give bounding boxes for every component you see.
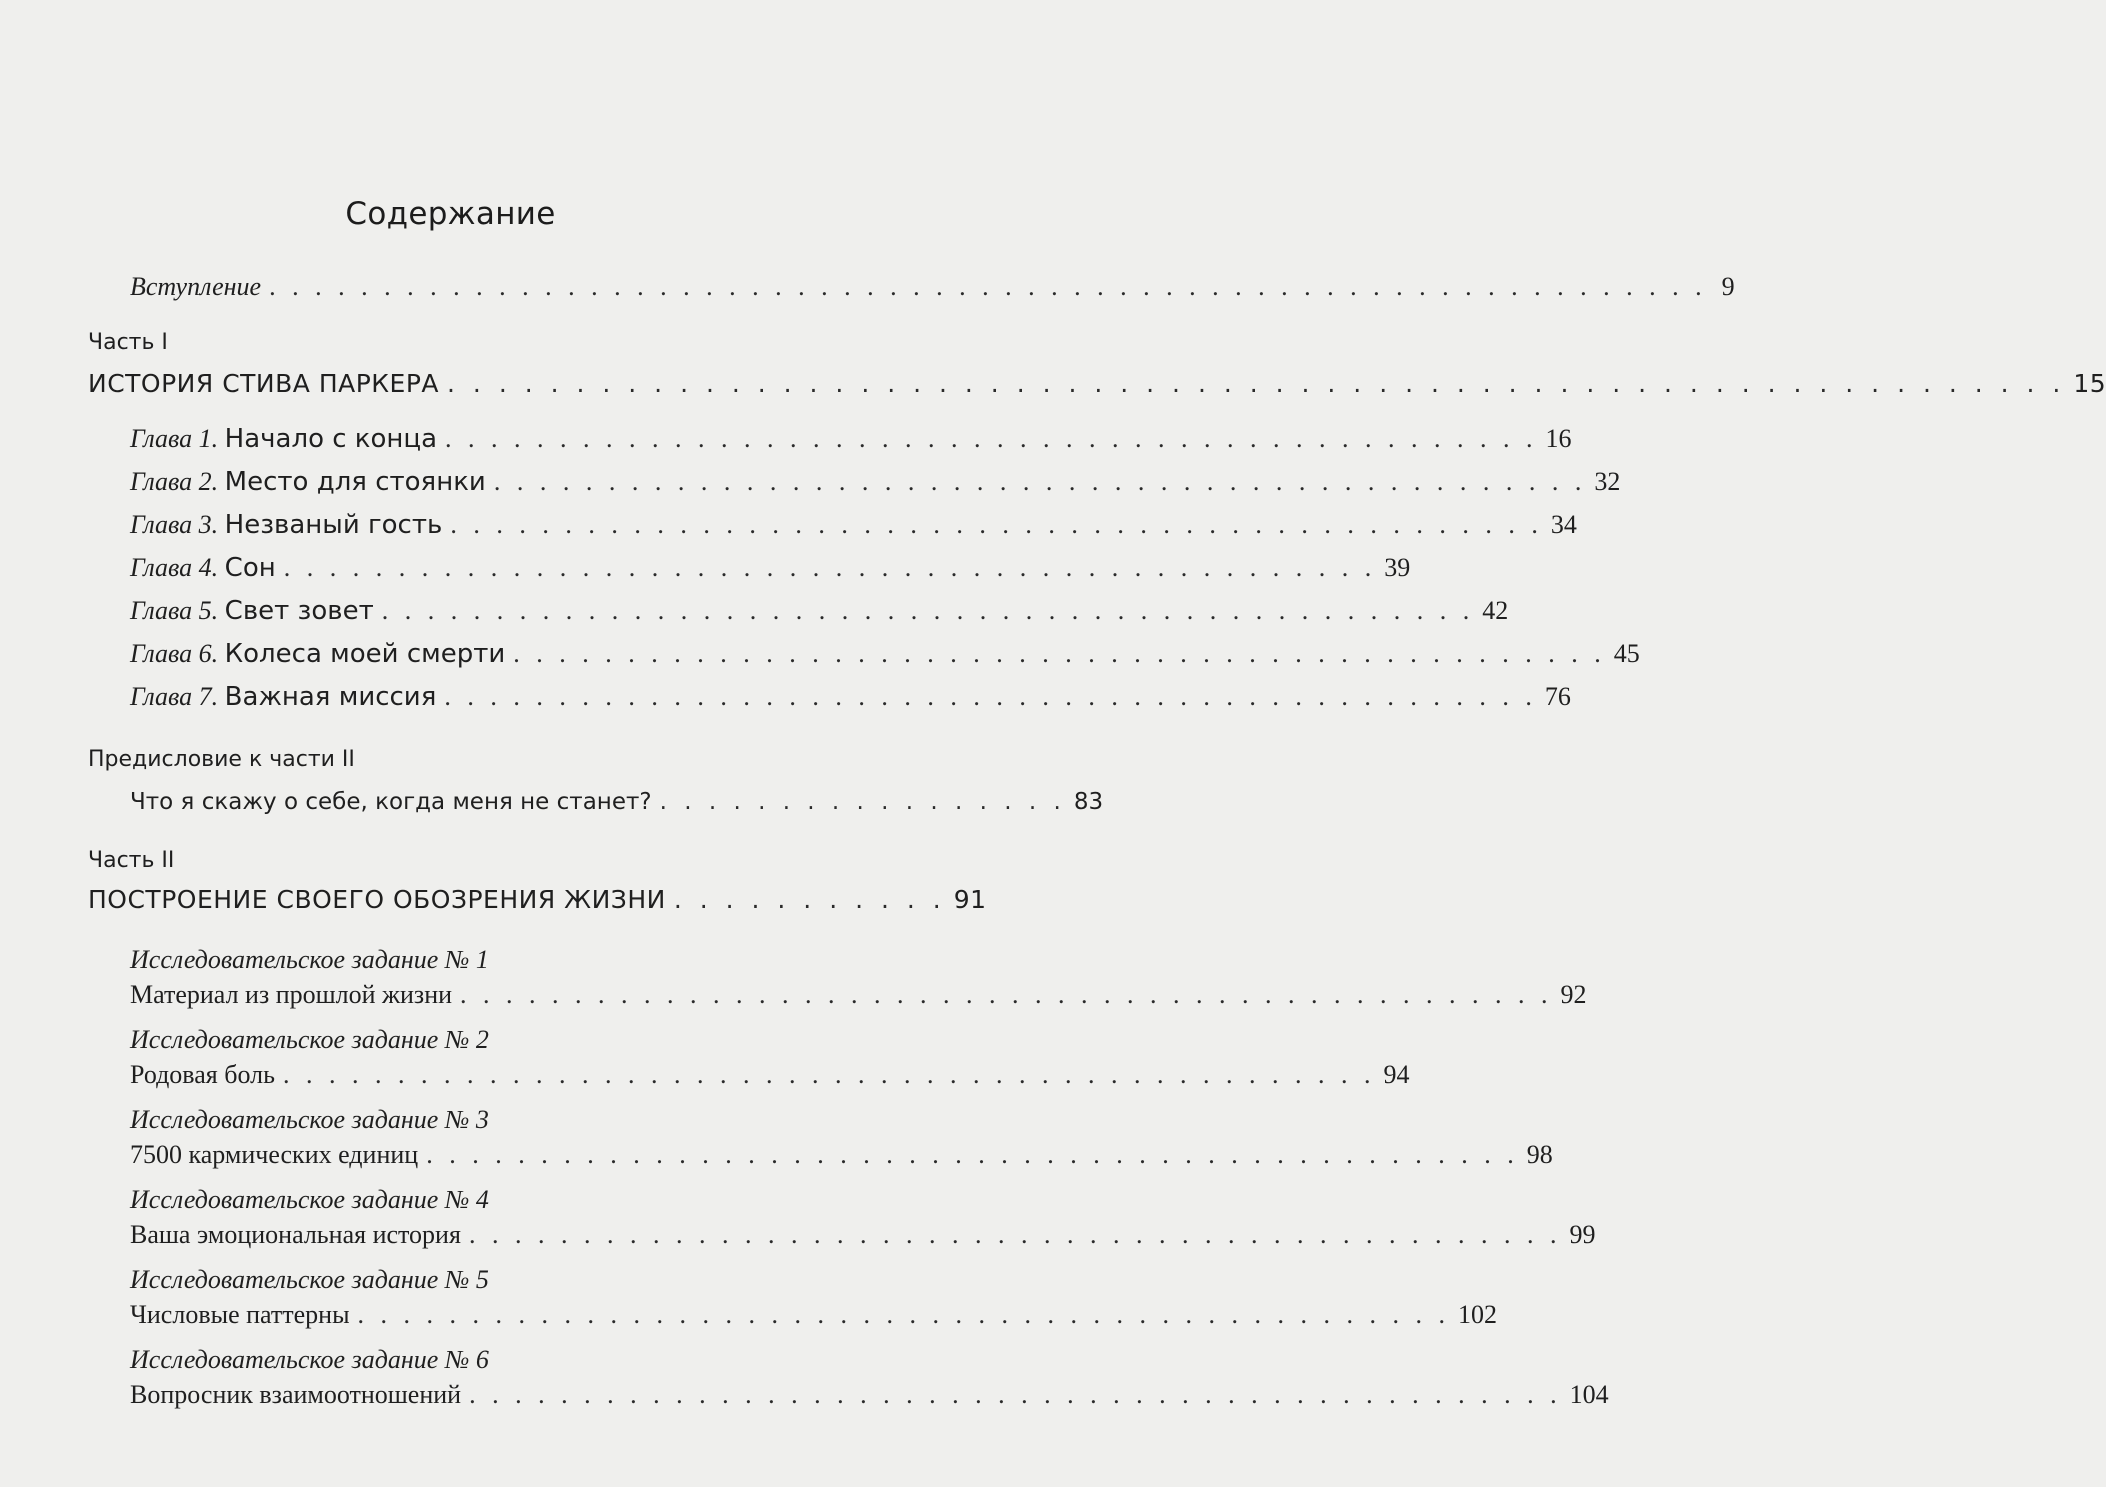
toc-entry-chapter[interactable] [130, 417, 1572, 461]
toc-entry-part1-heading[interactable] [88, 362, 2106, 406]
task-title: Ваша эмоциональная история [130, 1220, 461, 1249]
dot-leader: . . . . . . . . . . . . . . . . . . . . . . . . . . . . . . . . . . . . . . . . . . . . . . . . [469, 1380, 1562, 1409]
toc-entry-task[interactable] [130, 1053, 1410, 1097]
task-title: 7500 кармических единиц [130, 1140, 419, 1169]
part-label: Часть II [88, 848, 175, 873]
chapter-title: Колеса моей смерти [224, 639, 506, 669]
toc-entry-task[interactable] [130, 1373, 1609, 1417]
task-label: Исследовательское задание № 6 [130, 1345, 489, 1374]
dot-leader: . . . . . . . . . . . . . . . . . . . . . . . . . . . . . . . . . . . . . . . . . . . . . . . . [493, 467, 1587, 496]
dot-leader: . . . . . . . . . . . . . . . . . . . . . . . . . . . . . . . . . . . . . . . . . . . . . . . . . . . . . . . . . . . . . . . [269, 272, 1707, 301]
dot-leader: . . . . . . . . . . . . . . . . . . . . . . . . . . . . . . . . . . . . . . . . . . . . . . . . [282, 1060, 1376, 1089]
part-label: Часть I [88, 330, 168, 355]
task-title: Родовая боль [130, 1060, 275, 1089]
page-title: Содержание [345, 196, 556, 232]
task-label: Исследовательское задание № 5 [130, 1265, 489, 1294]
toc-entry-part2-heading[interactable] [88, 878, 987, 922]
dot-leader: . . . . . . . . . . . [673, 885, 946, 914]
chapter-title: Место для стоянки [224, 467, 486, 497]
toc-entry-chapter[interactable] [130, 546, 1411, 590]
page-number: 32 [1594, 467, 1621, 496]
dot-leader: . . . . . . . . . . . . . . . . . . . . . . . . . . . . . . . . . . . . . . . . . . . . . . . . [450, 510, 1543, 539]
chapter-prefix: Глава 4. [130, 553, 219, 582]
task-label: Исследовательское задание № 2 [130, 1025, 489, 1054]
chapter-prefix: Глава 7. [130, 682, 219, 711]
toc-entry-chapter[interactable] [130, 589, 1509, 633]
toc-entry-task[interactable] [130, 1293, 1498, 1337]
page-number: 16 [1545, 424, 1572, 453]
toc-entry-chapter[interactable] [130, 503, 1577, 547]
page-number: 94 [1383, 1060, 1410, 1089]
chapter-title: Свет зовет [224, 596, 374, 626]
preface-label: Предисловие к части II [88, 747, 355, 772]
task-title: Вопросник взаимоотношений [130, 1380, 462, 1409]
chapter-prefix: Глава 6. [130, 639, 219, 668]
page-number: 104 [1569, 1380, 1609, 1409]
toc-entry-task[interactable] [130, 973, 1587, 1017]
toc-entry-preface2[interactable] [130, 780, 1104, 824]
part-heading: ПОСТРОЕНИЕ СВОЕГО ОБОЗРЕНИЯ ЖИЗНИ [88, 885, 666, 914]
page-number: 99 [1569, 1220, 1596, 1249]
page-number: 15 [2073, 369, 2106, 398]
chapter-title: Начало с конца [224, 424, 438, 454]
task-title: Числовые паттерны [130, 1300, 350, 1329]
page-number: 92 [1560, 980, 1587, 1009]
page-number: 9 [1721, 272, 1735, 301]
toc-entry-chapter[interactable] [130, 460, 1621, 504]
page-number: 102 [1458, 1300, 1498, 1329]
chapter-title: Сон [224, 553, 276, 583]
page-number: 98 [1526, 1140, 1553, 1169]
dot-leader: . . . . . . . . . . . . . . . . . . . . . . . . . . . . . . . . . . . . . . . . . . . . . . . . . . . . . . . . . . . . . . . [447, 369, 2066, 398]
toc-entry-intro[interactable] [130, 265, 1735, 309]
chapter-title: Важная миссия [224, 682, 437, 712]
dot-leader: . . . . . . . . . . . . . . . . . . . . . . . . . . . . . . . . . . . . . . . . . . . . . . . . [468, 1220, 1562, 1249]
dot-leader: . . . . . . . . . . . . . . . . . . . . . . . . . . . . . . . . . . . . . . . . . . . . . . . . [283, 553, 1377, 582]
dot-leader: . . . . . . . . . . . . . . . . . . . . . . . . . . . . . . . . . . . . . . . . . . . . . . . . [444, 682, 1537, 711]
entry-label: Вступление [130, 272, 262, 301]
toc-entry-task[interactable] [130, 1213, 1596, 1257]
page-number: 39 [1384, 553, 1411, 582]
chapter-prefix: Глава 3. [130, 510, 219, 539]
dot-leader: . . . . . . . . . . . . . . . . . . . . . . . . . . . . . . . . . . . . . . . . . . . . . . . . [460, 980, 1553, 1009]
dot-leader: . . . . . . . . . . . . . . . . . . . . . . . . . . . . . . . . . . . . . . . . . . . . . . . . [357, 1300, 1451, 1329]
dot-leader: . . . . . . . . . . . . . . . . . . . . . . . . . . . . . . . . . . . . . . . . . . . . . . . . [513, 639, 1606, 668]
dot-leader: . . . . . . . . . . . . . . . . . [659, 789, 1066, 815]
dot-leader: . . . . . . . . . . . . . . . . . . . . . . . . . . . . . . . . . . . . . . . . . . . . . . . . [426, 1140, 1519, 1169]
entry-title: Что я скажу о себе, когда меня не станет? [130, 789, 652, 815]
part-heading: ИСТОРИЯ СТИВА ПАРКЕРА [88, 369, 440, 398]
page-number: 91 [953, 885, 987, 914]
toc-entry-task[interactable] [130, 1133, 1553, 1177]
toc-entry-chapter[interactable] [130, 632, 1640, 676]
chapter-prefix: Глава 5. [130, 596, 219, 625]
chapter-prefix: Глава 2. [130, 467, 219, 496]
page-number: 76 [1544, 682, 1571, 711]
task-label: Исследовательское задание № 4 [130, 1185, 489, 1214]
toc-entry-chapter[interactable] [130, 675, 1571, 719]
dot-leader: . . . . . . . . . . . . . . . . . . . . . . . . . . . . . . . . . . . . . . . . . . . . . . . . [381, 596, 1475, 625]
page-number: 34 [1550, 510, 1577, 539]
task-title: Материал из прошлой жизни [130, 980, 453, 1009]
page-number: 45 [1613, 639, 1640, 668]
page-number: 83 [1073, 789, 1104, 815]
chapter-title: Незваный гость [224, 510, 443, 540]
page-number: 42 [1482, 596, 1509, 625]
chapter-prefix: Глава 1. [130, 424, 219, 453]
task-label: Исследовательское задание № 3 [130, 1105, 489, 1134]
dot-leader: . . . . . . . . . . . . . . . . . . . . . . . . . . . . . . . . . . . . . . . . . . . . . . . . [445, 424, 1538, 453]
task-label: Исследовательское задание № 1 [130, 945, 489, 974]
